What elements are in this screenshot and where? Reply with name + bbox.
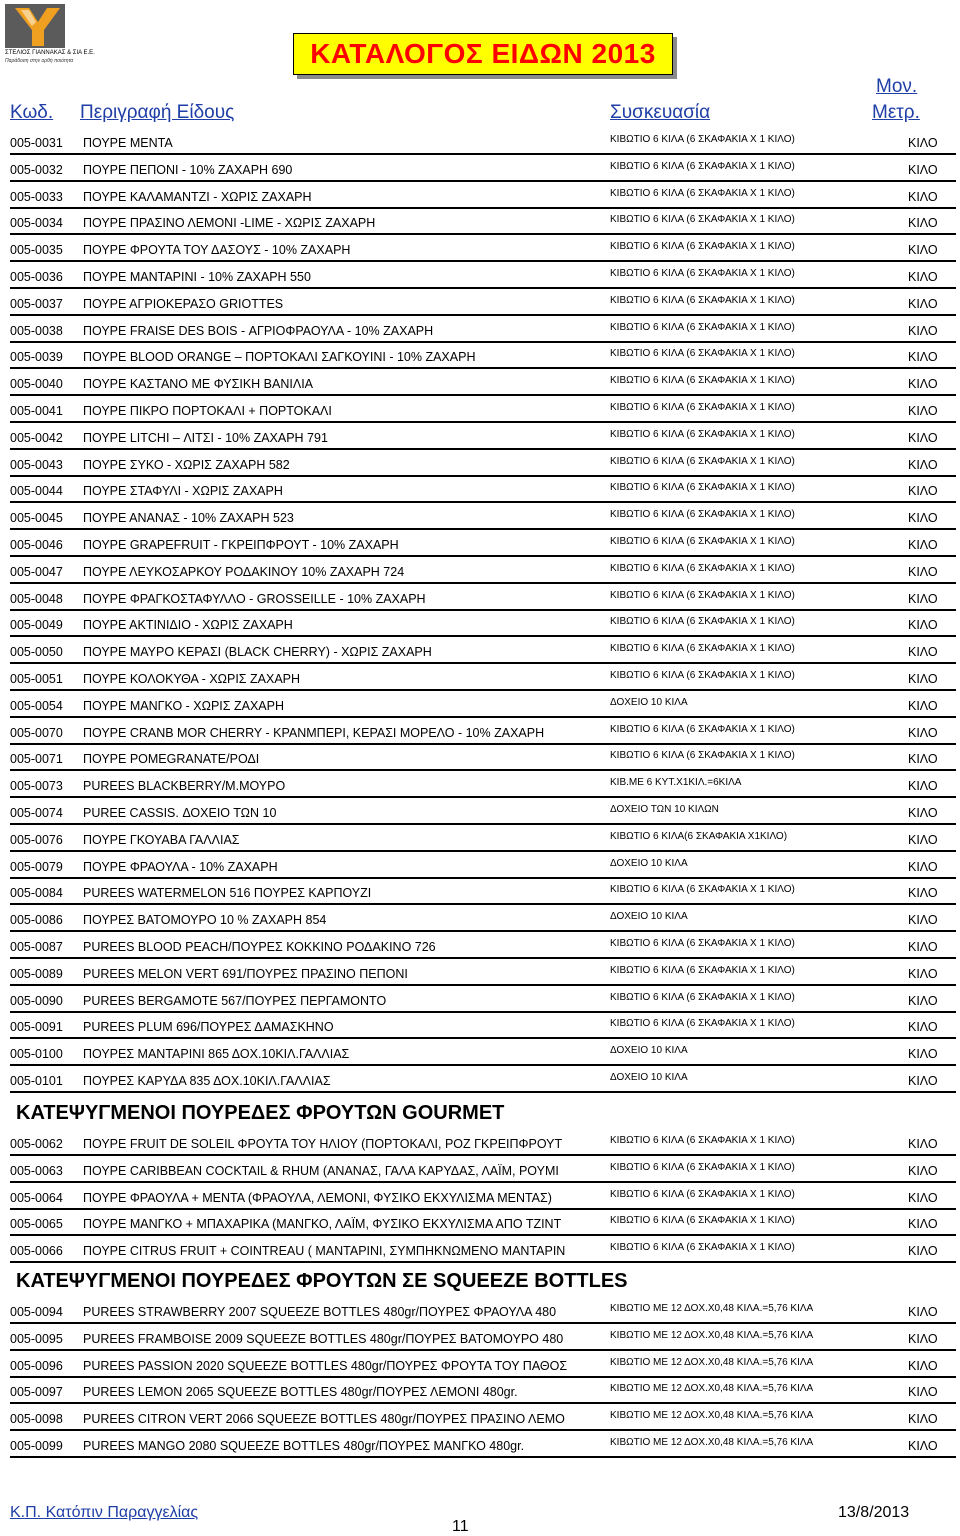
product-unit: ΚΙΛΟ bbox=[908, 136, 938, 150]
product-unit: ΚΙΛΟ bbox=[908, 913, 938, 928]
table-row bbox=[10, 422, 956, 450]
product-code: 005-0062 bbox=[10, 1137, 63, 1151]
table-row bbox=[10, 824, 956, 852]
product-code: 005-0073 bbox=[10, 779, 63, 794]
table-row bbox=[10, 958, 956, 986]
product-description: ΠΟΥΡΕΣ ΜΑΝΤΑΡΙΝΙ 865 ΔΟΧ.10ΚΙΛ.ΓΑΛΛΙΑΣ bbox=[83, 1047, 350, 1062]
product-unit: ΚΙΛΟ bbox=[908, 270, 938, 284]
product-unit: ΚΙΛΟ bbox=[908, 564, 938, 579]
table-row bbox=[10, 315, 956, 343]
table-row bbox=[10, 1296, 956, 1324]
table-row bbox=[10, 609, 956, 637]
header-code: Κωδ. bbox=[10, 102, 54, 123]
product-packaging: ΚΙΒΩΤΙΟ 6 ΚΙΛΑ (6 ΣΚΑΦΑΚΙΑ Χ 1 ΚΙΛΟ) bbox=[610, 1188, 795, 1200]
product-unit: ΚΙΛΟ bbox=[908, 752, 938, 767]
product-packaging: ΚΙΒΩΤΙΟ ΜΕ 12 ΔΟΧ.Χ0,48 ΚΙΛΑ.=5,76 ΚΙΛΑ bbox=[610, 1356, 814, 1368]
table-row bbox=[10, 449, 956, 477]
section-gourmet-title: ΚΑΤΕΨΥΓΜΕΝΟΙ ΠΟΥΡΕΔΕΣ ΦΡΟΥΤΩΝ GOURMET bbox=[16, 1102, 505, 1124]
product-description: ΠΟΥΡΕ ΑΚΤΙΝΙΔΙΟ - ΧΩΡΙΣ ΖΑΧΑΡΗ bbox=[83, 618, 293, 633]
product-description: ΠΟΥΡΕΣ ΒΑΤΟΜΟΥΡΟ 10 % ΖΑΧΑΡΗ 854 bbox=[83, 913, 327, 928]
product-description: ΠΟΥΡΕ LITCHI – ΛΙΤΣΙ - 10% ΖΑΧΑΡΗ 791 bbox=[83, 430, 328, 445]
logo-y-icon bbox=[5, 4, 65, 48]
catalog-title: ΚΑΤΑΛΟΓΟΣ ΕΙΔΩΝ 2013 bbox=[310, 38, 656, 69]
product-packaging: ΔΟΧΕΙΟ 10 ΚΙΛΑ bbox=[610, 696, 688, 708]
product-code: 005-0087 bbox=[10, 940, 63, 954]
product-description: ΠΟΥΡΕΣ ΚΑΡΥΔΑ 835 ΔΟΧ.10ΚΙΛ.ΓΑΛΛΙΑΣ bbox=[83, 1074, 331, 1088]
product-unit: ΚΙΛΟ bbox=[908, 1439, 938, 1453]
product-unit: ΚΙΛΟ bbox=[908, 886, 938, 901]
table-row bbox=[10, 341, 956, 369]
table-row bbox=[10, 583, 956, 611]
product-unit: ΚΙΛΟ bbox=[908, 377, 938, 392]
product-description: ΠΟΥΡΕ ΦΡΑΓΚΟΣΤΑΦΥΛΛΟ - GROSSEILLE - 10% ΖΑΧΑΡΗ bbox=[83, 591, 426, 606]
product-unit: ΚΙΛΟ bbox=[908, 645, 938, 660]
table-row bbox=[10, 1323, 956, 1351]
product-description: ΠΟΥΡΕ ΑΝΑΝΑΣ - 10% ΖΑΧΑΡΗ 523 bbox=[83, 511, 294, 526]
product-packaging: ΚΙΒΩΤΙΟ 6 ΚΙΛΑ (6 ΣΚΑΦΑΚΙΑ Χ 1 ΚΙΛΟ) bbox=[610, 1135, 795, 1146]
product-description: PUREES WATERMELON 516 ΠΟΥΡΕΣ ΚΑΡΠΟΥΖΙ bbox=[83, 886, 372, 901]
product-packaging: ΚΙΒΩΤΙΟ 6 ΚΙΛΑ (6 ΣΚΑΦΑΚΙΑ Χ 1 ΚΙΛΟ) bbox=[610, 187, 795, 199]
product-unit: ΚΙΛΟ bbox=[908, 484, 938, 499]
product-code: 005-0090 bbox=[10, 993, 63, 1008]
product-packaging: ΚΙΒΩΤΙΟ 6 ΚΙΛΑ (6 ΣΚΑΦΑΚΙΑ Χ 1 ΚΙΛΟ) bbox=[610, 643, 795, 655]
product-code: 005-0084 bbox=[10, 886, 63, 901]
product-unit: ΚΙΛΟ bbox=[908, 323, 938, 338]
product-packaging: ΚΙΒΩΤΙΟ 6 ΚΙΛΑ (6 ΣΚΑΦΑΚΙΑ Χ 1 ΚΙΛΟ) bbox=[610, 1242, 795, 1254]
product-description: ΠΟΥΡΕ BLOOD ORANGE – ΠΟΡΤΟΚΑΛΙ ΣΑΓΚΟΥΙΝΙ - 10% ΖΑΧΑΡΗ bbox=[83, 350, 476, 365]
table-row bbox=[10, 207, 956, 235]
product-code: 005-0097 bbox=[10, 1385, 63, 1400]
table-row bbox=[10, 743, 956, 771]
table-row bbox=[10, 1182, 956, 1210]
product-description: ΠΟΥΡΕ ΚΟΛΟΚΥΘΑ - ΧΩΡΙΣ ΖΑΧΑΡΗ bbox=[83, 672, 301, 686]
product-packaging: ΚΙΒΩΤΙΟ 6 ΚΙΛΑ (6 ΣΚΑΦΑΚΙΑ Χ 1 ΚΙΛΟ) bbox=[610, 241, 795, 253]
product-code: 005-0074 bbox=[10, 806, 63, 820]
product-code: 005-0101 bbox=[10, 1074, 63, 1088]
product-packaging: ΚΙΒΩΤΙΟ 6 ΚΙΛΑ (6 ΣΚΑΦΑΚΙΑ Χ 1 ΚΙΛΟ) bbox=[610, 375, 795, 387]
product-unit: ΚΙΛΟ bbox=[908, 1217, 938, 1232]
product-unit: ΚΙΛΟ bbox=[908, 457, 938, 472]
product-code: 005-0037 bbox=[10, 296, 63, 311]
product-packaging: ΚΙΒΩΤΙΟ 6 ΚΙΛΑ (6 ΣΚΑΦΑΚΙΑ Χ 1 ΚΙΛΟ) bbox=[610, 160, 795, 172]
product-unit: ΚΙΛΟ bbox=[908, 162, 938, 177]
product-packaging: ΚΙΒΩΤΙΟ 6 ΚΙΛΑ (6 ΣΚΑΦΑΚΙΑ Χ 1 ΚΙΛΟ) bbox=[610, 402, 795, 413]
product-packaging: ΔΟΧΕΙΟ 10 ΚΙΛΑ bbox=[610, 1045, 688, 1057]
table-row bbox=[10, 851, 956, 879]
product-packaging: ΚΙΒΩΤΙΟ 6 ΚΙΛΑ (6 ΣΚΑΦΑΚΙΑ Χ 1 ΚΙΛΟ) bbox=[610, 1161, 795, 1173]
table-row bbox=[10, 797, 956, 825]
product-unit: ΚΙΛΟ bbox=[908, 1385, 938, 1400]
section-squeeze-title: ΚΑΤΕΨΥΓΜΕΝΟΙ ΠΟΥΡΕΔΕΣ ΦΡΟΥΤΩΝ ΣΕ SQUEEZE BOTTLES bbox=[16, 1270, 628, 1292]
product-code: 005-0034 bbox=[10, 216, 63, 231]
product-description: ΠΟΥΡΕ ΠΕΠΟΝΙ - 10% ΖΑΧΑΡΗ 690 bbox=[83, 162, 293, 177]
product-unit: ΚΙΛΟ bbox=[908, 1412, 938, 1427]
table-row bbox=[10, 1376, 956, 1404]
product-unit: ΚΙΛΟ bbox=[908, 189, 938, 204]
product-packaging: ΚΙΒΩΤΙΟ 6 ΚΙΛΑ (6 ΣΚΑΦΑΚΙΑ Χ 1 ΚΙΛΟ) bbox=[610, 455, 795, 467]
footer-note: Κ.Π. Κατόπιν Παραγγελίας bbox=[10, 1504, 199, 1521]
table-row bbox=[10, 368, 956, 396]
product-description: ΠΟΥΡΕ CARIBBEAN COCKTAIL & RHUM (ΑΝΑΝΑΣ, ΓΑΛΑ ΚΑΡΥΔΑΣ, ΛΑΪΜ, ΡΟΥΜΙ bbox=[83, 1163, 559, 1178]
product-code: 005-0050 bbox=[10, 645, 63, 660]
table-row bbox=[10, 234, 956, 262]
product-packaging: ΚΙΒΩΤΙΟ 6 ΚΙΛΑ (6 ΣΚΑΦΑΚΙΑ Χ 1 ΚΙΛΟ) bbox=[610, 670, 795, 681]
product-code: 005-0038 bbox=[10, 323, 63, 338]
product-packaging: ΚΙΒΩΤΙΟ 6 ΚΙΛΑ(6 ΣΚΑΦΑΚΙΑ Χ1ΚΙΛΟ) bbox=[610, 830, 788, 842]
product-unit: ΚΙΛΟ bbox=[908, 966, 938, 981]
product-packaging: ΚΙΒΩΤΙΟ ΜΕ 12 ΔΟΧ.Χ0,48 ΚΙΛΑ.=5,76 ΚΙΛΑ bbox=[610, 1410, 814, 1422]
product-code: 005-0048 bbox=[10, 591, 63, 606]
product-description: ΠΟΥΡΕ GRAPEFRUIT - ΓΚΡΕΙΠΦΡΟΥΤ - 10% ΖΑΧΑΡΗ bbox=[83, 538, 399, 552]
product-description: ΠΟΥΡΕ ΜΑΝΓΚΟ + ΜΠΑΧΑΡΙΚΑ (ΜΑΝΓΚΟ, ΛΑΪΜ, ΦΥΣΙΚΟ ΕΚΧΥΛΙΣΜΑ ΑΠΟ ΤΖΙΝΤ bbox=[83, 1217, 562, 1232]
product-unit: ΚΙΛΟ bbox=[908, 618, 938, 633]
product-packaging: ΚΙΒΩΤΙΟ ΜΕ 12 ΔΟΧ.Χ0,48 ΚΙΛΑ.=5,76 ΚΙΛΑ bbox=[610, 1303, 814, 1314]
product-unit: ΚΙΛΟ bbox=[908, 672, 938, 686]
product-unit: ΚΙΛΟ bbox=[908, 940, 938, 954]
table-row bbox=[10, 663, 956, 691]
product-code: 005-0040 bbox=[10, 377, 63, 392]
product-unit: ΚΙΛΟ bbox=[908, 1190, 938, 1205]
product-code: 005-0046 bbox=[10, 538, 63, 552]
product-code: 005-0054 bbox=[10, 698, 63, 713]
product-code: 005-0035 bbox=[10, 243, 63, 258]
product-description: PUREES STRAWBERRY 2007 SQUEEZE BOTTLES 480gr/ΠΟΥΡΕΣ ΦΡΑΟΥΛΑ 480 bbox=[83, 1305, 557, 1319]
product-unit: ΚΙΛΟ bbox=[908, 591, 938, 606]
product-code: 005-0036 bbox=[10, 270, 63, 284]
table-row bbox=[10, 154, 956, 182]
table-row bbox=[10, 690, 956, 718]
product-description: PUREES PLUM 696/ΠΟΥΡΕΣ ΔΑΜΑΣΚΗΝΟ bbox=[83, 1020, 334, 1035]
product-code: 005-0047 bbox=[10, 564, 63, 579]
product-description: ΠΟΥΡΕ ΦΡΟΥΤΑ ΤΟΥ ΔΑΣΟΥΣ - 10% ΖΑΧΑΡΗ bbox=[83, 243, 351, 258]
product-description: PUREES PASSION 2020 SQUEEZE BOTTLES 480gr/ΠΟΥΡΕΣ ΦΡΟΥΤΑ ΤΟΥ ΠΑΘΟΣ bbox=[83, 1358, 568, 1373]
product-packaging: ΚΙΒΩΤΙΟ ΜΕ 12 ΔΟΧ.Χ0,48 ΚΙΛΑ.=5,76 ΚΙΛΑ bbox=[610, 1383, 814, 1395]
product-code: 005-0051 bbox=[10, 672, 63, 686]
product-unit: ΚΙΛΟ bbox=[908, 1163, 938, 1178]
product-code: 005-0070 bbox=[10, 725, 63, 740]
table-row bbox=[10, 181, 956, 209]
table-row bbox=[10, 1038, 956, 1066]
table-row bbox=[10, 475, 956, 503]
product-code: 005-0045 bbox=[10, 511, 63, 526]
product-unit: ΚΙΛΟ bbox=[908, 993, 938, 1008]
product-unit: ΚΙΛΟ bbox=[908, 859, 938, 874]
table-row bbox=[10, 1011, 956, 1039]
table-row bbox=[10, 261, 956, 289]
product-code: 005-0032 bbox=[10, 162, 63, 177]
product-description: ΠΟΥΡΕ ΠΙΚΡΟ ΠΟΡΤΟΚΑΛΙ + ΠΟΡΤΟΚΑΛΙ bbox=[83, 404, 332, 418]
product-packaging: ΚΙΒΩΤΙΟ 6 ΚΙΛΑ (6 ΣΚΑΦΑΚΙΑ Χ 1 ΚΙΛΟ) bbox=[610, 884, 795, 896]
product-code: 005-0065 bbox=[10, 1217, 63, 1232]
product-unit: ΚΙΛΟ bbox=[908, 1020, 938, 1035]
product-packaging: ΔΟΧΕΙΟ ΤΩΝ 10 ΚΙΛΩΝ bbox=[610, 804, 719, 815]
product-unit: ΚΙΛΟ bbox=[908, 1074, 938, 1088]
product-unit: ΚΙΛΟ bbox=[908, 1331, 938, 1346]
product-description: ΠΟΥΡΕ ΜΑΥΡΟ ΚΕΡΑΣΙ (BLACK CHERRY) - ΧΩΡΙΣ ΖΑΧΑΡΗ bbox=[83, 645, 432, 660]
table-row bbox=[10, 904, 956, 932]
product-description: PUREES FRAMBOISE 2009 SQUEEZE BOTTLES 480gr/ΠΟΥΡΕΣ ΒΑΤΟΜΟΥΡΟ 480 bbox=[83, 1331, 564, 1346]
product-unit: ΚΙΛΟ bbox=[908, 806, 938, 820]
product-packaging: ΚΙΒΩΤΙΟ 6 ΚΙΛΑ (6 ΣΚΑΦΑΚΙΑ Χ 1 ΚΙΛΟ) bbox=[610, 134, 795, 145]
product-code: 005-0049 bbox=[10, 618, 63, 633]
product-packaging: ΚΙΒΩΤΙΟ ΜΕ 12 ΔΟΧ.Χ0,48 ΚΙΛΑ.=5,76 ΚΙΛΑ bbox=[610, 1329, 814, 1341]
product-packaging: ΚΙΒΩΤΙΟ 6 ΚΙΛΑ (6 ΣΚΑΦΑΚΙΑ Χ 1 ΚΙΛΟ) bbox=[610, 1215, 795, 1227]
product-description: PUREES MELON VERT 691/ΠΟΥΡΕΣ ΠΡΑΣΙΝΟ ΠΕΠΟΝΙ bbox=[83, 966, 408, 981]
product-description: ΠΟΥΡΕ ΣΥΚΟ - ΧΩΡΙΣ ΖΑΧΑΡΗ 582 bbox=[83, 457, 290, 472]
product-packaging: ΚΙΒΩΤΙΟ 6 ΚΙΛΑ (6 ΣΚΑΦΑΚΙΑ Χ 1 ΚΙΛΟ) bbox=[610, 964, 795, 976]
product-description: ΠΟΥΡΕ CRANB MOR CHERRY - ΚΡΑΝΜΠΕΡΙ, ΚΕΡΑΣΙ ΜΟΡΕΛΟ - 10% ΖΑΧΑΡΗ bbox=[83, 725, 545, 740]
product-unit: ΚΙΛΟ bbox=[908, 1047, 938, 1062]
product-unit: ΚΙΛΟ bbox=[908, 698, 938, 713]
product-packaging: ΔΟΧΕΙΟ 10 ΚΙΛΑ bbox=[610, 1072, 688, 1083]
table-row bbox=[10, 717, 956, 745]
table-row bbox=[10, 636, 956, 664]
table-row bbox=[10, 502, 956, 530]
product-code: 005-0042 bbox=[10, 430, 63, 445]
product-description: ΠΟΥΡΕ ΦΡΑΟΥΛΑ + ΜΕΝΤΑ (ΦΡΑΟΥΛΑ, ΛΕΜΟΝΙ, ΦΥΣΙΚΟ ΕΚΧΥΛΙΣΜΑ ΜΕΝΤΑΣ) bbox=[83, 1190, 552, 1205]
header-packaging: Συσκευασία bbox=[610, 102, 711, 123]
product-description: ΠΟΥΡΕ ΛΕΥΚΟΣΑΡΚΟΥ ΡΟΔΑΚΙΝΟΥ 10% ΖΑΧΑΡΗ 724 bbox=[83, 564, 405, 579]
product-description: ΠΟΥΡΕ ΜΕΝΤΑ bbox=[83, 136, 173, 150]
product-packaging: ΔΟΧΕΙΟ 10 ΚΙΛΑ bbox=[610, 857, 688, 869]
product-description: ΠΟΥΡΕ ΜΑΝΓΚΟ - ΧΩΡΙΣ ΖΑΧΑΡΗ bbox=[83, 698, 284, 713]
product-packaging: ΚΙΒΩΤΙΟ 6 ΚΙΛΑ (6 ΣΚΑΦΑΚΙΑ Χ 1 ΚΙΛΟ) bbox=[610, 750, 795, 762]
table-row bbox=[10, 1430, 956, 1458]
product-code: 005-0041 bbox=[10, 404, 63, 418]
catalog-title-box bbox=[293, 33, 673, 75]
footer-date: 13/8/2013 bbox=[838, 1504, 910, 1521]
product-packaging: ΚΙΒΩΤΙΟ 6 ΚΙΛΑ (6 ΣΚΑΦΑΚΙΑ Χ 1 ΚΙΛΟ) bbox=[610, 214, 795, 226]
product-description: PUREES BLOOD PEACH/ΠΟΥΡΕΣ ΚΟΚΚΙΝΟ ΡΟΔΑΚΙΝΟ 726 bbox=[83, 940, 436, 954]
product-description: PUREES BLACKBERRY/Μ.ΜΟΥΡΟ bbox=[83, 779, 286, 794]
table-row bbox=[10, 1208, 956, 1236]
table-row bbox=[10, 1128, 956, 1156]
product-description: ΠΟΥΡΕ FRUIT DE SOLEIL ΦΡΟΥΤΑ ΤΟΥ ΗΛΙΟΥ (ΠΟΡΤΟΚΑΛΙ, ΡΟΖ ΓΚΡΕΙΠΦΡΟΥΤ bbox=[83, 1137, 563, 1151]
table-row bbox=[10, 1065, 956, 1093]
product-description: ΠΟΥΡΕ ΚΑΣΤΑΝΟ ΜΕ ΦΥΣΙΚΗ ΒΑΝΙΛΙΑ bbox=[83, 377, 314, 392]
product-description: ΠΟΥΡΕ ΦΡΑΟΥΛΑ - 10% ΖΑΧΑΡΗ bbox=[83, 859, 278, 874]
product-packaging: ΚΙΒΩΤΙΟ 6 ΚΙΛΑ (6 ΣΚΑΦΑΚΙΑ Χ 1 ΚΙΛΟ) bbox=[610, 428, 795, 440]
product-description: ΠΟΥΡΕ ΑΓΡΙΟΚΕΡΑΣΟ GRIOTTES bbox=[83, 296, 284, 311]
product-code: 005-0043 bbox=[10, 457, 63, 472]
product-description: ΠΟΥΡΕ POMEGRANATE/ΡΟΔΙ bbox=[83, 752, 260, 767]
product-packaging: ΚΙΒΩΤΙΟ 6 ΚΙΛΑ (6 ΣΚΑΦΑΚΙΑ Χ 1 ΚΙΛΟ) bbox=[610, 562, 795, 574]
product-unit: ΚΙΛΟ bbox=[908, 430, 938, 445]
product-code: 005-0031 bbox=[10, 136, 63, 150]
product-code: 005-0089 bbox=[10, 966, 63, 981]
product-unit: ΚΙΛΟ bbox=[908, 404, 938, 418]
product-unit: ΚΙΛΟ bbox=[908, 216, 938, 231]
product-code: 005-0044 bbox=[10, 484, 63, 499]
table-row bbox=[10, 985, 956, 1013]
table-row bbox=[10, 877, 956, 905]
product-packaging: ΚΙΒΩΤΙΟ 6 ΚΙΛΑ (6 ΣΚΑΦΑΚΙΑ Χ 1 ΚΙΛΟ) bbox=[610, 268, 795, 279]
table-row bbox=[10, 127, 956, 155]
product-unit: ΚΙΛΟ bbox=[908, 1305, 938, 1319]
product-packaging: ΚΙΒΩΤΙΟ 6 ΚΙΛΑ (6 ΣΚΑΦΑΚΙΑ Χ 1 ΚΙΛΟ) bbox=[610, 616, 795, 628]
product-code: 005-0094 bbox=[10, 1305, 63, 1319]
product-description: PUREES BERGAMOTE 567/ΠΟΥΡΕΣ ΠΕΡΓΑΜΟΝΤΟ bbox=[83, 993, 387, 1008]
table-row bbox=[10, 529, 956, 557]
product-packaging: ΚΙΒΩΤΙΟ 6 ΚΙΛΑ (6 ΣΚΑΦΑΚΙΑ Χ 1 ΚΙΛΟ) bbox=[610, 482, 795, 494]
logo-company-name: ΣΤΕΛΙΟΣ ΓΙΑΝΝΑΚΑΣ & ΣΙΑ Ε.Ε. bbox=[5, 50, 95, 56]
product-unit: ΚΙΛΟ bbox=[908, 511, 938, 526]
product-packaging: ΚΙΒΩΤΙΟ 6 ΚΙΛΑ (6 ΣΚΑΦΑΚΙΑ Χ 1 ΚΙΛΟ) bbox=[610, 294, 795, 306]
product-unit: ΚΙΛΟ bbox=[908, 538, 938, 552]
product-unit: ΚΙΛΟ bbox=[908, 1244, 938, 1259]
product-code: 005-0076 bbox=[10, 832, 63, 847]
product-description: PUREE CASSIS. ΔΟΧΕΙΟ ΤΩΝ 10 bbox=[83, 806, 277, 820]
product-code: 005-0079 bbox=[10, 859, 63, 874]
product-packaging: ΔΟΧΕΙΟ 10 ΚΙΛΑ bbox=[610, 911, 688, 923]
product-packaging: ΚΙΒΩΤΙΟ 6 ΚΙΛΑ (6 ΣΚΑΦΑΚΙΑ Χ 1 ΚΙΛΟ) bbox=[610, 723, 795, 735]
product-packaging: ΚΙΒ.ΜΕ 6 ΚΥΤ.Χ1ΚΙΛ.=6ΚΙΛΑ bbox=[610, 777, 742, 789]
product-description: PUREES CITRON VERT 2066 SQUEEZE BOTTLES 480gr/ΠΟΥΡΕΣ ΠΡΑΣΙΝΟ ΛΕΜΟ bbox=[83, 1412, 565, 1427]
product-packaging: ΚΙΒΩΤΙΟ 6 ΚΙΛΑ (6 ΣΚΑΦΑΚΙΑ Χ 1 ΚΙΛΟ) bbox=[610, 348, 795, 360]
table-row bbox=[10, 556, 956, 584]
product-unit: ΚΙΛΟ bbox=[908, 832, 938, 847]
product-code: 005-0098 bbox=[10, 1412, 63, 1427]
product-description: ΠΟΥΡΕ CITRUS FRUIT + COINTREAU ( ΜΑΝΤΑΡΙΝΙ, ΣΥΜΠΗΚΝΩΜΕΝΟ ΜΑΝΤΑΡΙΝ bbox=[83, 1244, 566, 1259]
page-number: 11 bbox=[452, 1518, 469, 1535]
product-code: 005-0039 bbox=[10, 350, 63, 365]
product-code: 005-0066 bbox=[10, 1244, 63, 1259]
product-code: 005-0063 bbox=[10, 1163, 63, 1178]
table-row bbox=[10, 770, 956, 798]
product-unit: ΚΙΛΟ bbox=[908, 243, 938, 258]
table-row bbox=[10, 1155, 956, 1183]
product-code: 005-0064 bbox=[10, 1190, 63, 1205]
product-packaging: ΚΙΒΩΤΙΟ 6 ΚΙΛΑ (6 ΣΚΑΦΑΚΙΑ Χ 1 ΚΙΛΟ) bbox=[610, 509, 795, 521]
product-code: 005-0099 bbox=[10, 1439, 63, 1453]
header-unit-line2: Μετρ. bbox=[872, 102, 920, 123]
product-description: ΠΟΥΡΕ ΣΤΑΦΥΛΙ - ΧΩΡΙΣ ΖΑΧΑΡΗ bbox=[83, 484, 283, 499]
product-code: 005-0086 bbox=[10, 913, 63, 928]
product-description: ΠΟΥΡΕ ΜΑΝΤΑΡΙΝΙ - 10% ΖΑΧΑΡΗ 550 bbox=[83, 270, 311, 284]
product-code: 005-0091 bbox=[10, 1020, 63, 1035]
product-code: 005-0071 bbox=[10, 752, 63, 767]
product-description: ΠΟΥΡΕ ΠΡΑΣΙΝΟ ΛΕΜΟΝΙ -LIME - ΧΩΡΙΣ ΖΑΧΑΡΗ bbox=[83, 216, 376, 231]
product-description: PUREES LEMON 2065 SQUEEZE BOTTLES 480gr/ΠΟΥΡΕΣ ΛΕΜΟΝΙ 480gr. bbox=[83, 1385, 518, 1400]
table-row bbox=[10, 1350, 956, 1378]
product-packaging: ΚΙΒΩΤΙΟ 6 ΚΙΛΑ (6 ΣΚΑΦΑΚΙΑ Χ 1 ΚΙΛΟ) bbox=[610, 321, 795, 333]
table-row bbox=[10, 931, 956, 959]
product-packaging: ΚΙΒΩΤΙΟ 6 ΚΙΛΑ (6 ΣΚΑΦΑΚΙΑ Χ 1 ΚΙΛΟ) bbox=[610, 1018, 795, 1030]
company-logo bbox=[5, 4, 95, 70]
product-packaging: ΚΙΒΩΤΙΟ 6 ΚΙΛΑ (6 ΣΚΑΦΑΚΙΑ Χ 1 ΚΙΛΟ) bbox=[610, 991, 795, 1003]
product-unit: ΚΙΛΟ bbox=[908, 725, 938, 740]
product-code: 005-0096 bbox=[10, 1358, 63, 1373]
product-code: 005-0033 bbox=[10, 189, 63, 204]
product-unit: ΚΙΛΟ bbox=[908, 1358, 938, 1373]
product-packaging: ΚΙΒΩΤΙΟ 6 ΚΙΛΑ (6 ΣΚΑΦΑΚΙΑ Χ 1 ΚΙΛΟ) bbox=[610, 536, 795, 547]
product-packaging: ΚΙΒΩΤΙΟ 6 ΚΙΛΑ (6 ΣΚΑΦΑΚΙΑ Χ 1 ΚΙΛΟ) bbox=[610, 938, 795, 949]
product-packaging: ΚΙΒΩΤΙΟ 6 ΚΙΛΑ (6 ΣΚΑΦΑΚΙΑ Χ 1 ΚΙΛΟ) bbox=[610, 589, 795, 601]
product-description: ΠΟΥΡΕ FRAISE DES BOIS - ΑΓΡΙΟΦΡΑΟΥΛΑ - 10% ΖΑΧΑΡΗ bbox=[83, 323, 434, 338]
header-unit-line1: Μον. bbox=[876, 76, 918, 97]
logo-slogan: Παράδοση στην ορθή ποιότητα bbox=[5, 58, 74, 64]
product-unit: ΚΙΛΟ bbox=[908, 296, 938, 311]
product-code: 005-0100 bbox=[10, 1047, 63, 1062]
table-row bbox=[10, 1403, 956, 1431]
table-row bbox=[10, 395, 956, 423]
product-unit: ΚΙΛΟ bbox=[908, 350, 938, 365]
product-unit: ΚΙΛΟ bbox=[908, 779, 938, 794]
product-description: PUREES MANGO 2080 SQUEEZE BOTTLES 480gr/ΠΟΥΡΕΣ ΜΑΝΓΚΟ 480gr. bbox=[83, 1439, 525, 1453]
table-row bbox=[10, 288, 956, 316]
product-packaging: ΚΙΒΩΤΙΟ ΜΕ 12 ΔΟΧ.Χ0,48 ΚΙΛΑ.=5,76 ΚΙΛΑ bbox=[610, 1437, 814, 1448]
product-description: ΠΟΥΡΕ ΚΑΛΑΜΑΝΤΖΙ - ΧΩΡΙΣ ΖΑΧΑΡΗ bbox=[83, 189, 312, 204]
table-row bbox=[10, 1235, 956, 1263]
product-code: 005-0095 bbox=[10, 1331, 63, 1346]
header-description: Περιγραφή Είδους bbox=[80, 102, 235, 123]
product-description: ΠΟΥΡΕ ΓΚΟΥΑΒΑ ΓΑΛΛΙΑΣ bbox=[83, 832, 240, 847]
product-unit: ΚΙΛΟ bbox=[908, 1137, 938, 1151]
